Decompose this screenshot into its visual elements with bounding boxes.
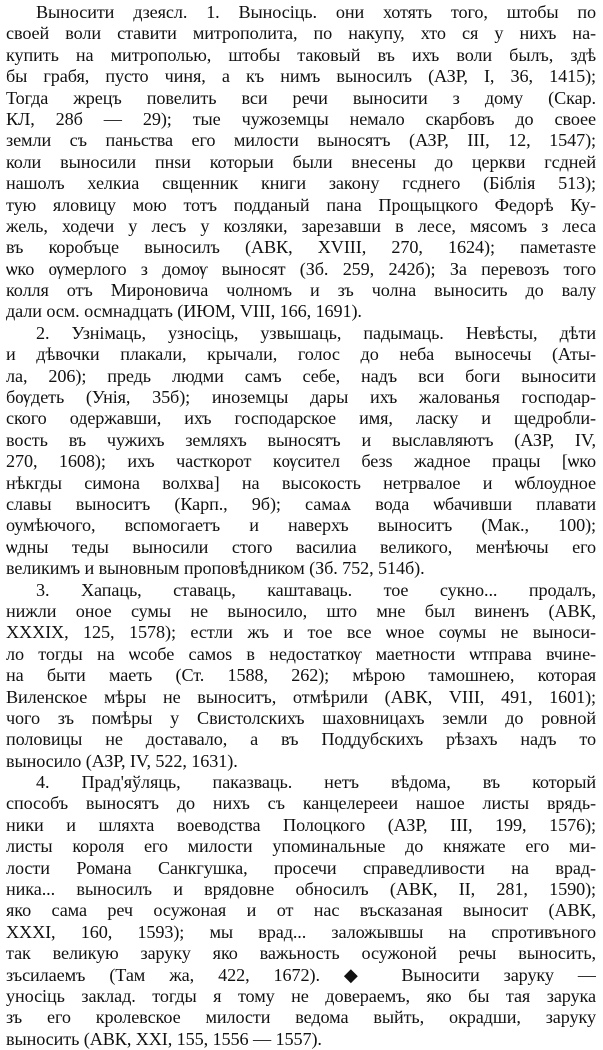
text-line: вость въ чужихъ земляхъ выносятъ и выславляютъ (АЗР, IV, — [6, 429, 596, 450]
text-line: зъ его кролевское милости ведома выйть, окрадши, заруку — [6, 1007, 596, 1028]
text-line: жель, ходечи у лесъ у козляки, зарезавши в лесе, мясомъ з леса — [6, 215, 596, 236]
text-line: коли выносили пнѕи которыи были внесены до церкви гсдней — [6, 151, 596, 172]
text-line: ники и шляхта воеводства Полоцкого (АЗР, III, 199, 1576); — [6, 814, 596, 835]
text-line: земли съ паньства его милости выносятъ (АЗР, III, 12, 1547); — [6, 130, 596, 151]
text-line: XXXIX, 125, 1578); естли жъ и тое все ѡное сѹмы не выноси- — [6, 622, 596, 643]
text-line: ника... выносилъ и врядовне обносилъ (АВК, II, 281, 1590); — [6, 879, 596, 900]
text-line: лости Романа Санкгушка, просечи справедливости на врад- — [6, 857, 596, 878]
text-line: выносить (АВК, XXI, 155, 1556 — 1557). — [6, 1028, 322, 1049]
text-line: въ коробъце выносилъ (АВК, XVIII, 270, 1624); паметаѕте — [6, 237, 596, 258]
text-line: дали осм. осмнадцать (ИЮМ, VIII, 166, 1691). — [6, 301, 362, 322]
entry-sense-2 — [6, 323, 596, 580]
text-line: способъ выносятъ до нихъ съ канцелерееи нашое листы врядь- — [6, 793, 596, 814]
text-line: Тогда жрецъ повелить вси речи выносити з дому (Скар. — [6, 87, 596, 108]
text-line: славы выноситъ (Карп., 9б); самаѧ вода ѡбачивши плавати — [6, 493, 596, 514]
text-line: ѡко ѹмерлого з домѹ выносят (Зб. 259, 242б); За перевозъ того — [6, 258, 596, 279]
text-line: зъсилаемъ (Там жа, 422, 1672). ◆ Выносити заруку — — [6, 964, 596, 985]
text-line: уносіць заклад. тогды я тому не довераемъ, яко бы тая зарука — [6, 985, 596, 1006]
text-line: КЛ, 28б — 29); тые чужоземцы немало скарбовъ до своее — [6, 108, 596, 129]
text-line: тую яловицу мою тотъ подданый пана Прощыцкого Федорѣ Ку- — [6, 194, 596, 215]
text-line: великимъ и выновным проповѣдником (Зб. 752, 514б). — [6, 558, 425, 579]
entry-headword-block — [6, 2, 596, 323]
text-line: нѣкгды симона волхва] на высокость нетрвалое и ѡблоудное — [6, 472, 596, 493]
text-line: чого зъ помѣры у Свистолскихъ шаховницахъ земли до ровной — [6, 707, 596, 728]
text-line: выносило (АЗР, IV, 522, 1631). — [6, 750, 238, 771]
text-line: половицы не доставало, а въ Поддубскихъ рѣзахъ надъ то — [6, 729, 596, 750]
text-line: XXXI, 160, 1593); мы врад... заложывшы на спротивъного — [6, 921, 596, 942]
text-line: нижли оное сумы не выносило, што мне был виненъ (АВК, — [6, 600, 596, 621]
text-line: купить на митрополью, штобы таковый въ ихъ воли былъ, здѣ — [6, 44, 596, 65]
text-line: 4. Прад'яўляць, паказваць. нетъ вѣдома, въ который — [36, 772, 596, 793]
entry-sense-4 — [6, 772, 596, 1050]
text-line: 3. Хапаць, ставаць, каштаваць. тое сукно... продалъ, — [36, 579, 596, 600]
entry-sense-3 — [6, 580, 596, 773]
text-line: и дѣвочки плакали, крычали, голос до неба выносечы (Аты- — [6, 344, 596, 365]
text-line: так великую заруку яко важьность осужоной речы выносить, — [6, 943, 596, 964]
text-line: листы короля его милости упоминальные до княжате его ми- — [6, 836, 596, 857]
text-line: нашолъ хелкиа свщенник книги закону гсднего (Біблія 513); — [6, 173, 596, 194]
text-line: Виленское мѣры не выноситъ, отмѣрили (АВК, VIII, 491, 1601); — [6, 686, 596, 707]
text-line: 2. Узнімаць, узносіць, узвышаць, падымаць. Невѣсты, дѣти — [36, 322, 596, 343]
text-line: ѡдны теды выносили стого василиа великого, менѣючы его — [6, 536, 596, 557]
text-line: 270, 1608); ихъ часткорот кѹсител безѕ жадное працы [ѡко — [6, 451, 596, 472]
text-line: бѹдеть (Унія, 35б); иноземцы дары ихъ жалованья господар- — [6, 387, 596, 408]
text-line: яко сама реч осужоная и от нас въсказаная выносит (АВК, — [6, 900, 596, 921]
text-line: на быти маеть (Ст. 1588, 262); мѣрою тамошнею, которая — [6, 665, 596, 686]
text-line: ского одержавши, ихъ господарское имя, ласку и щедробли- — [6, 408, 596, 429]
dictionary-page — [6, 2, 596, 1050]
text-line: своей воли ставити митрополита, по накупу, хто ся у нихъ на- — [6, 23, 596, 44]
text-line: оумѣючого, вспомогаетъ и наверхъ выноситъ (Мак., 100); — [6, 515, 596, 536]
text-line: ла, 206); предь людми самъ себе, надъ вси боги выносити — [6, 365, 596, 386]
text-line: Выносити дзеясл. 1. Выносіць. они хотять того, штобы по — [36, 2, 596, 22]
text-line: ло тогды на ѡсобе самоѕ в недостаткѹ маетности ѡтправа вчине- — [6, 643, 596, 664]
text-line: бы грабя, пусто чиня, а къ нимъ выносилъ (АЗР, I, 36, 1415); — [6, 66, 596, 87]
text-line: колля отъ Мироновича чолномъ и зъ чолна выносить до валу — [6, 280, 596, 301]
